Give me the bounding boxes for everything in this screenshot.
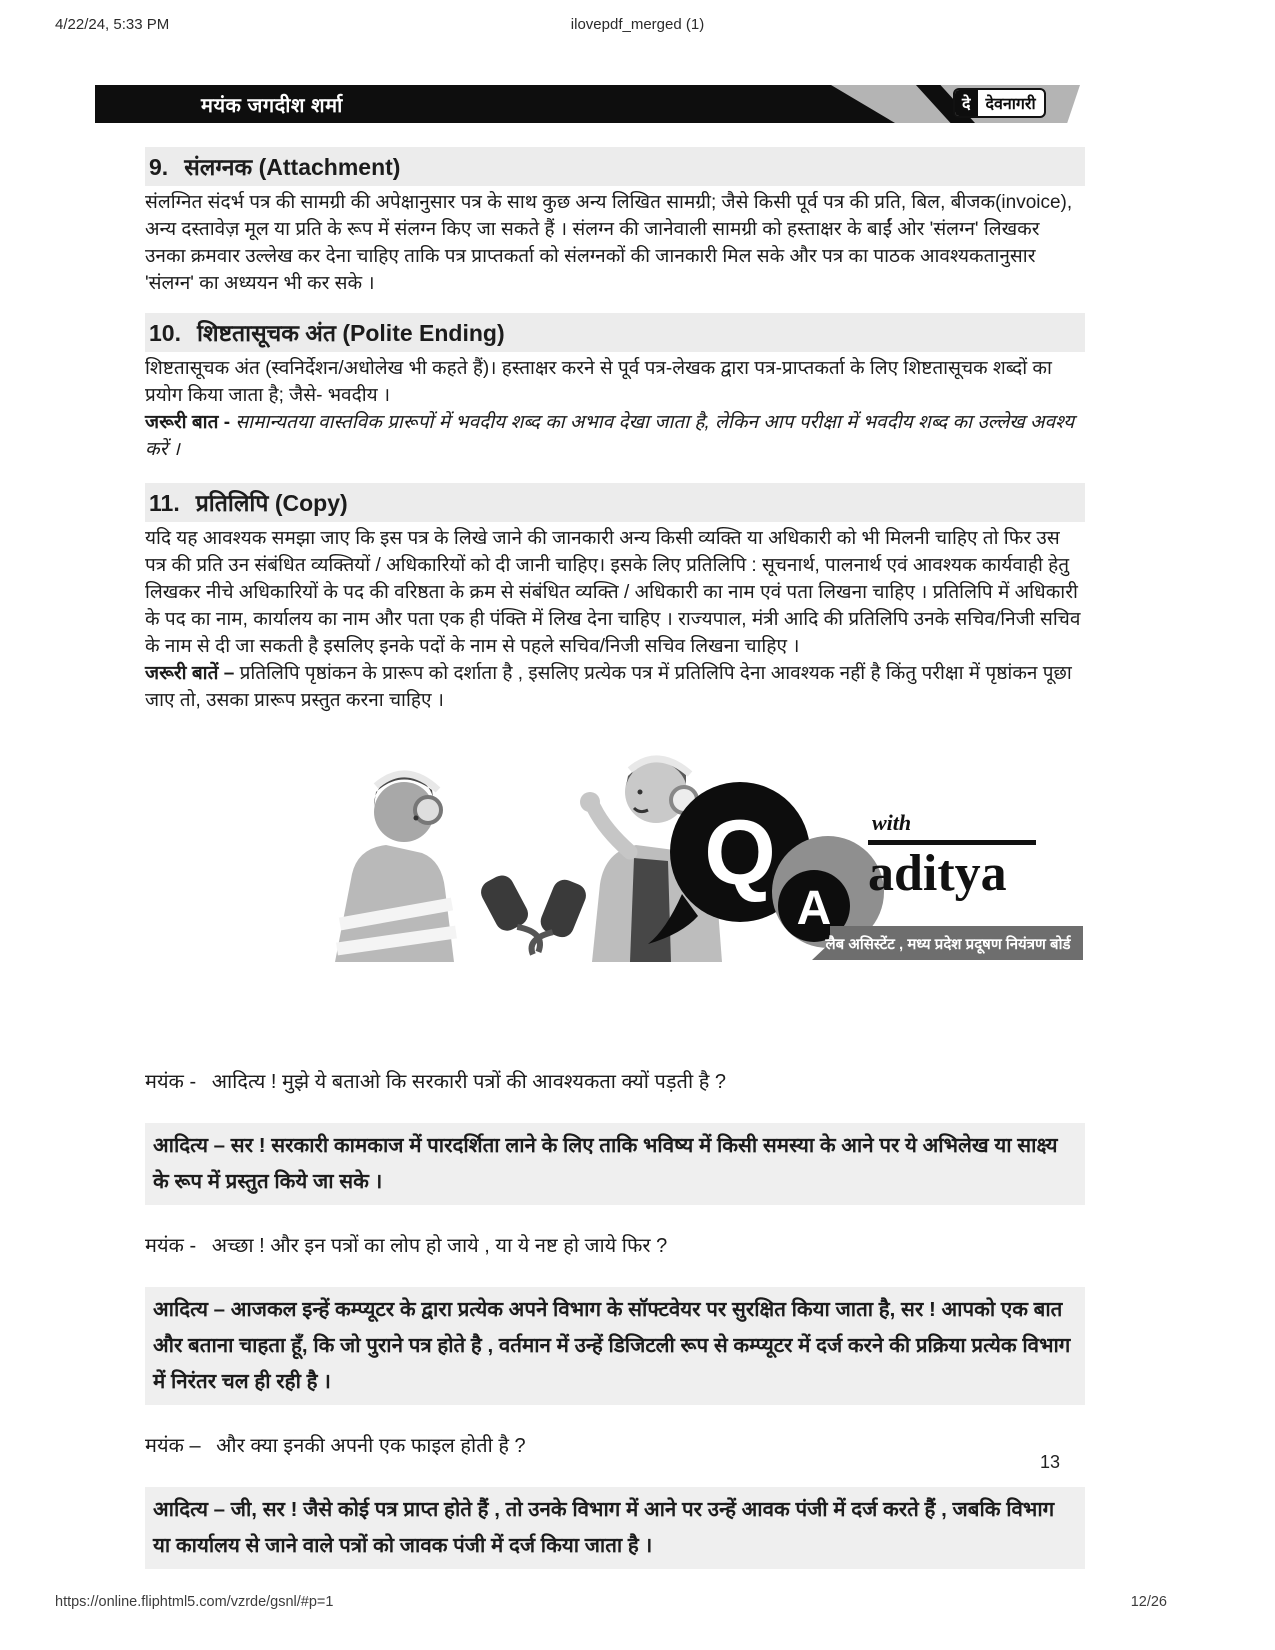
svg-text:aditya: aditya [868,845,1007,902]
dialogue-text: सर ! सरकारी कामकाज में पारदर्शिता लाने के लिए ताकि भविष्य में किसी समस्या के आने पर ये अभिलेख या साक्ष्य के रूप में प्रस्तुत किये जा सके । [153,1134,1058,1193]
section-number: 10. [149,320,181,346]
section-body-polite-ending: शिष्टतासूचक अंत (स्वनिर्देशन/अधोलेख भी कहते हैं)। हस्ताक्षर करने से पूर्व पत्र-लेखक द्वारा पत्र-प्राप्तकर्ता के लिए शिष्टतासूचक शब्दों का प्रयोग किया जाता है; जैसे- भवदीय । [145,358,1052,406]
note-label: जरूरी बातें – [145,663,235,684]
source-url: https://online.fliphtml5.com/vzrde/gsnl/#p=1 [55,1594,334,1610]
logo-name: देवनागरी [985,96,1036,113]
speaker-name: आदित्य – [153,1498,226,1521]
speaker-name: आदित्य – [153,1134,226,1157]
section-number: 9. [149,154,169,180]
interviewer-figure-icon [335,774,456,962]
author-name: मयंक जगदीश शर्मा [201,95,343,117]
section-heading-attachment [145,147,1085,186]
svg-text:A: A [796,882,832,935]
section-title: प्रतिलिपि (Copy) [195,490,348,516]
section-body-attachment: संलग्नित संदर्भ पत्र की सामग्री की अपेक्षानुसार पत्र के साथ कुछ अन्य लिखित सामग्री; जैसे किसी पूर्व पत्र की प्रति, बिल, बीजक(invoice), अन्य दस्तावेज़ मूल या प्रति के रूप में संलग्न किए जा सकते हैं । संलग्न की जानेवाली सामग्री को हस्ताक्षर के बाईं ओर 'संलग्न' लिखकर उनका क्रमवार उल्लेख कर देना चाहिए ताकि पत्र प्राप्तकर्ता को संलग्नकों की जानकारी मिल सके और पत्र का पाठक आवश्यकतानुसार 'संलग्न' का अध्ययन भी कर सके । [145,192,1073,294]
important-note-polite-ending [145,409,1085,463]
print-datetime: 4/22/24, 5:33 PM [55,16,170,33]
section-heading-polite-ending [145,313,1085,352]
document-content [145,147,1085,1591]
svg-text:with: with [872,810,912,835]
print-header [0,16,1275,40]
important-note-copy [145,660,1085,714]
dialogue-section [145,1067,1085,1569]
svg-text:लैब असिस्टेंट , मध्य प्रदेश प्: लैब असिस्टेंट , मध्य प्रदेश प्रदूषण नियंत्रण बोर्ड [825,936,1071,953]
note-label: जरूरी बात - [145,412,231,433]
section-heading-copy [145,483,1085,522]
devanagari-logo [953,88,1046,118]
dialogue-text: आजकल इन्हें कम्प्यूटर के द्वारा प्रत्येक अपने विभाग के सॉफ्टवेयर पर सुरक्षित किया जाता है, सर ! आपको एक बात और बताना चाहता हूँ, कि जो पुराने पत्र होते है , वर्तमान में उन्हें डिजिटली रूप से कम्प्यूटर में दर्ज करने की प्रक्रिया प्रत्येक विभाग में निरंतर चल ही रही है । [153,1298,1071,1393]
section-title: शिष्टतासूचक अंत (Polite Ending) [196,320,505,346]
dialogue-text: और क्या इनकी अपनी एक फाइल होती है ? [216,1435,526,1457]
dialogue-text: अच्छा ! और इन पत्रों का लोप हो जाये , या ये नष्ट हो जाये फिर ? [211,1235,668,1257]
dialogue-text: आदित्य ! मुझे ये बताओ कि सरकारी पत्रों की आवश्यकता क्यों पड़ती है ? [211,1071,726,1093]
section-body-copy: यदि यह आवश्यक समझा जाए कि इस पत्र के लिखे जाने की जानकारी अन्य किसी व्यक्ति या अधिकारी को भी मिलनी चाहिए तो फिर उस पत्र की प्रति उन संबंधित व्यक्तियों / अधिकारियों को दी जानी चाहिए। इसके लिए प्रतिलिपि : सूचनार्थ, पालनार्थ एवं आवश्यक कार्यवाही हेतु लिखकर नीचे अधिकारियों के पद की वरिष्ठता के क्रम से संबंधित व्यक्ति / अधिकारी का नाम एवं पता लिखना चाहिए । प्रतिलिपि में अधिकारी के पद का नाम, कार्यालय का नाम और पता एक ही पंक्ति में लिख देना चाहिए । राज्यपाल, मंत्री आदि की प्रतिलिपि उनके सचिव/निजी सचिव के नाम से दी जा सकती है इसलिए इनके पदों के नाम से पहले सचिव/निजी सचिव लिखना चाहिए । [145,528,1081,657]
note-text: सामान्यतया वास्तविक प्रारूपों में भवदीय शब्द का अभाव देखा जाता है, लेकिन आप परीक्षा में भवदीय शब्द का उल्लेख अवश्य करें । [145,412,1075,460]
section-title: संलग्नक (Attachment) [184,154,401,180]
dialogue-question [145,1067,1085,1097]
dialogue-answer-highlighted [145,1287,1085,1405]
dialogue-question [145,1231,1085,1261]
caption-bar [812,926,1083,960]
svg-text:Q: Q [704,802,776,904]
print-footer [0,1594,1275,1616]
speaker-name: मयंक - [145,1235,197,1257]
print-page-indicator: 12/26 [1130,1594,1167,1610]
page-header-band [95,85,1080,123]
speaker-name: मयंक - [145,1071,197,1093]
dialogue-text: जी, सर ! जैसे कोई पत्र प्राप्त होते हैं , तो उनके विभाग में आने पर उन्हें आवक पंजी में दर्ज करते हैं , जबकि विभाग या कार्यालय से जाने वाले पत्रों को जावक पंजी में दर्ज किया जाता है । [153,1498,1055,1557]
print-document-title: ilovepdf_merged (1) [570,16,705,33]
podcast-qa-illustration [300,734,1085,962]
dialogue-answer-highlighted [145,1123,1085,1205]
page-number: 13 [1040,1452,1061,1472]
note-text: प्रतिलिपि पृष्ठांकन के प्रारूप को दर्शाता है , इसलिए प्रत्येक पत्र में प्रतिलिपि देना आवश्यक नहीं है किंतु परीक्षा में पृष्ठांकन पूछा जाए तो, उसका प्रारूप प्रस्तुत करना चाहिए । [145,663,1072,711]
speaker-name: आदित्य – [153,1298,226,1321]
microphone-icon [477,871,547,962]
dialogue-answer-highlighted [145,1487,1085,1569]
speaker-name: मयंक – [145,1435,201,1457]
section-number: 11. [149,490,180,516]
logo-monogram: दे [955,90,978,116]
with-aditya-wordmark [868,810,1036,902]
dialogue-question [145,1431,1085,1461]
